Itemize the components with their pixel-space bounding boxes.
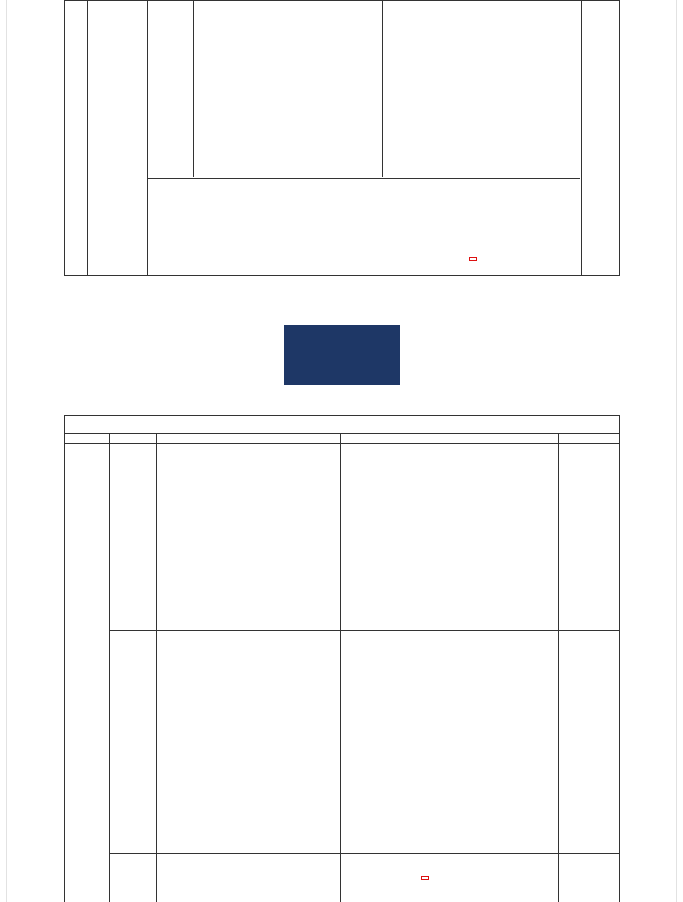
page-edge-right	[676, 0, 677, 902]
duck-enterprise-highlight	[421, 876, 429, 880]
highlighted-enterprise	[469, 257, 477, 261]
page-edge-left	[6, 0, 7, 902]
thailand-product-table	[64, 415, 620, 902]
france-product-table	[64, 0, 620, 276]
country-banner	[284, 325, 400, 385]
